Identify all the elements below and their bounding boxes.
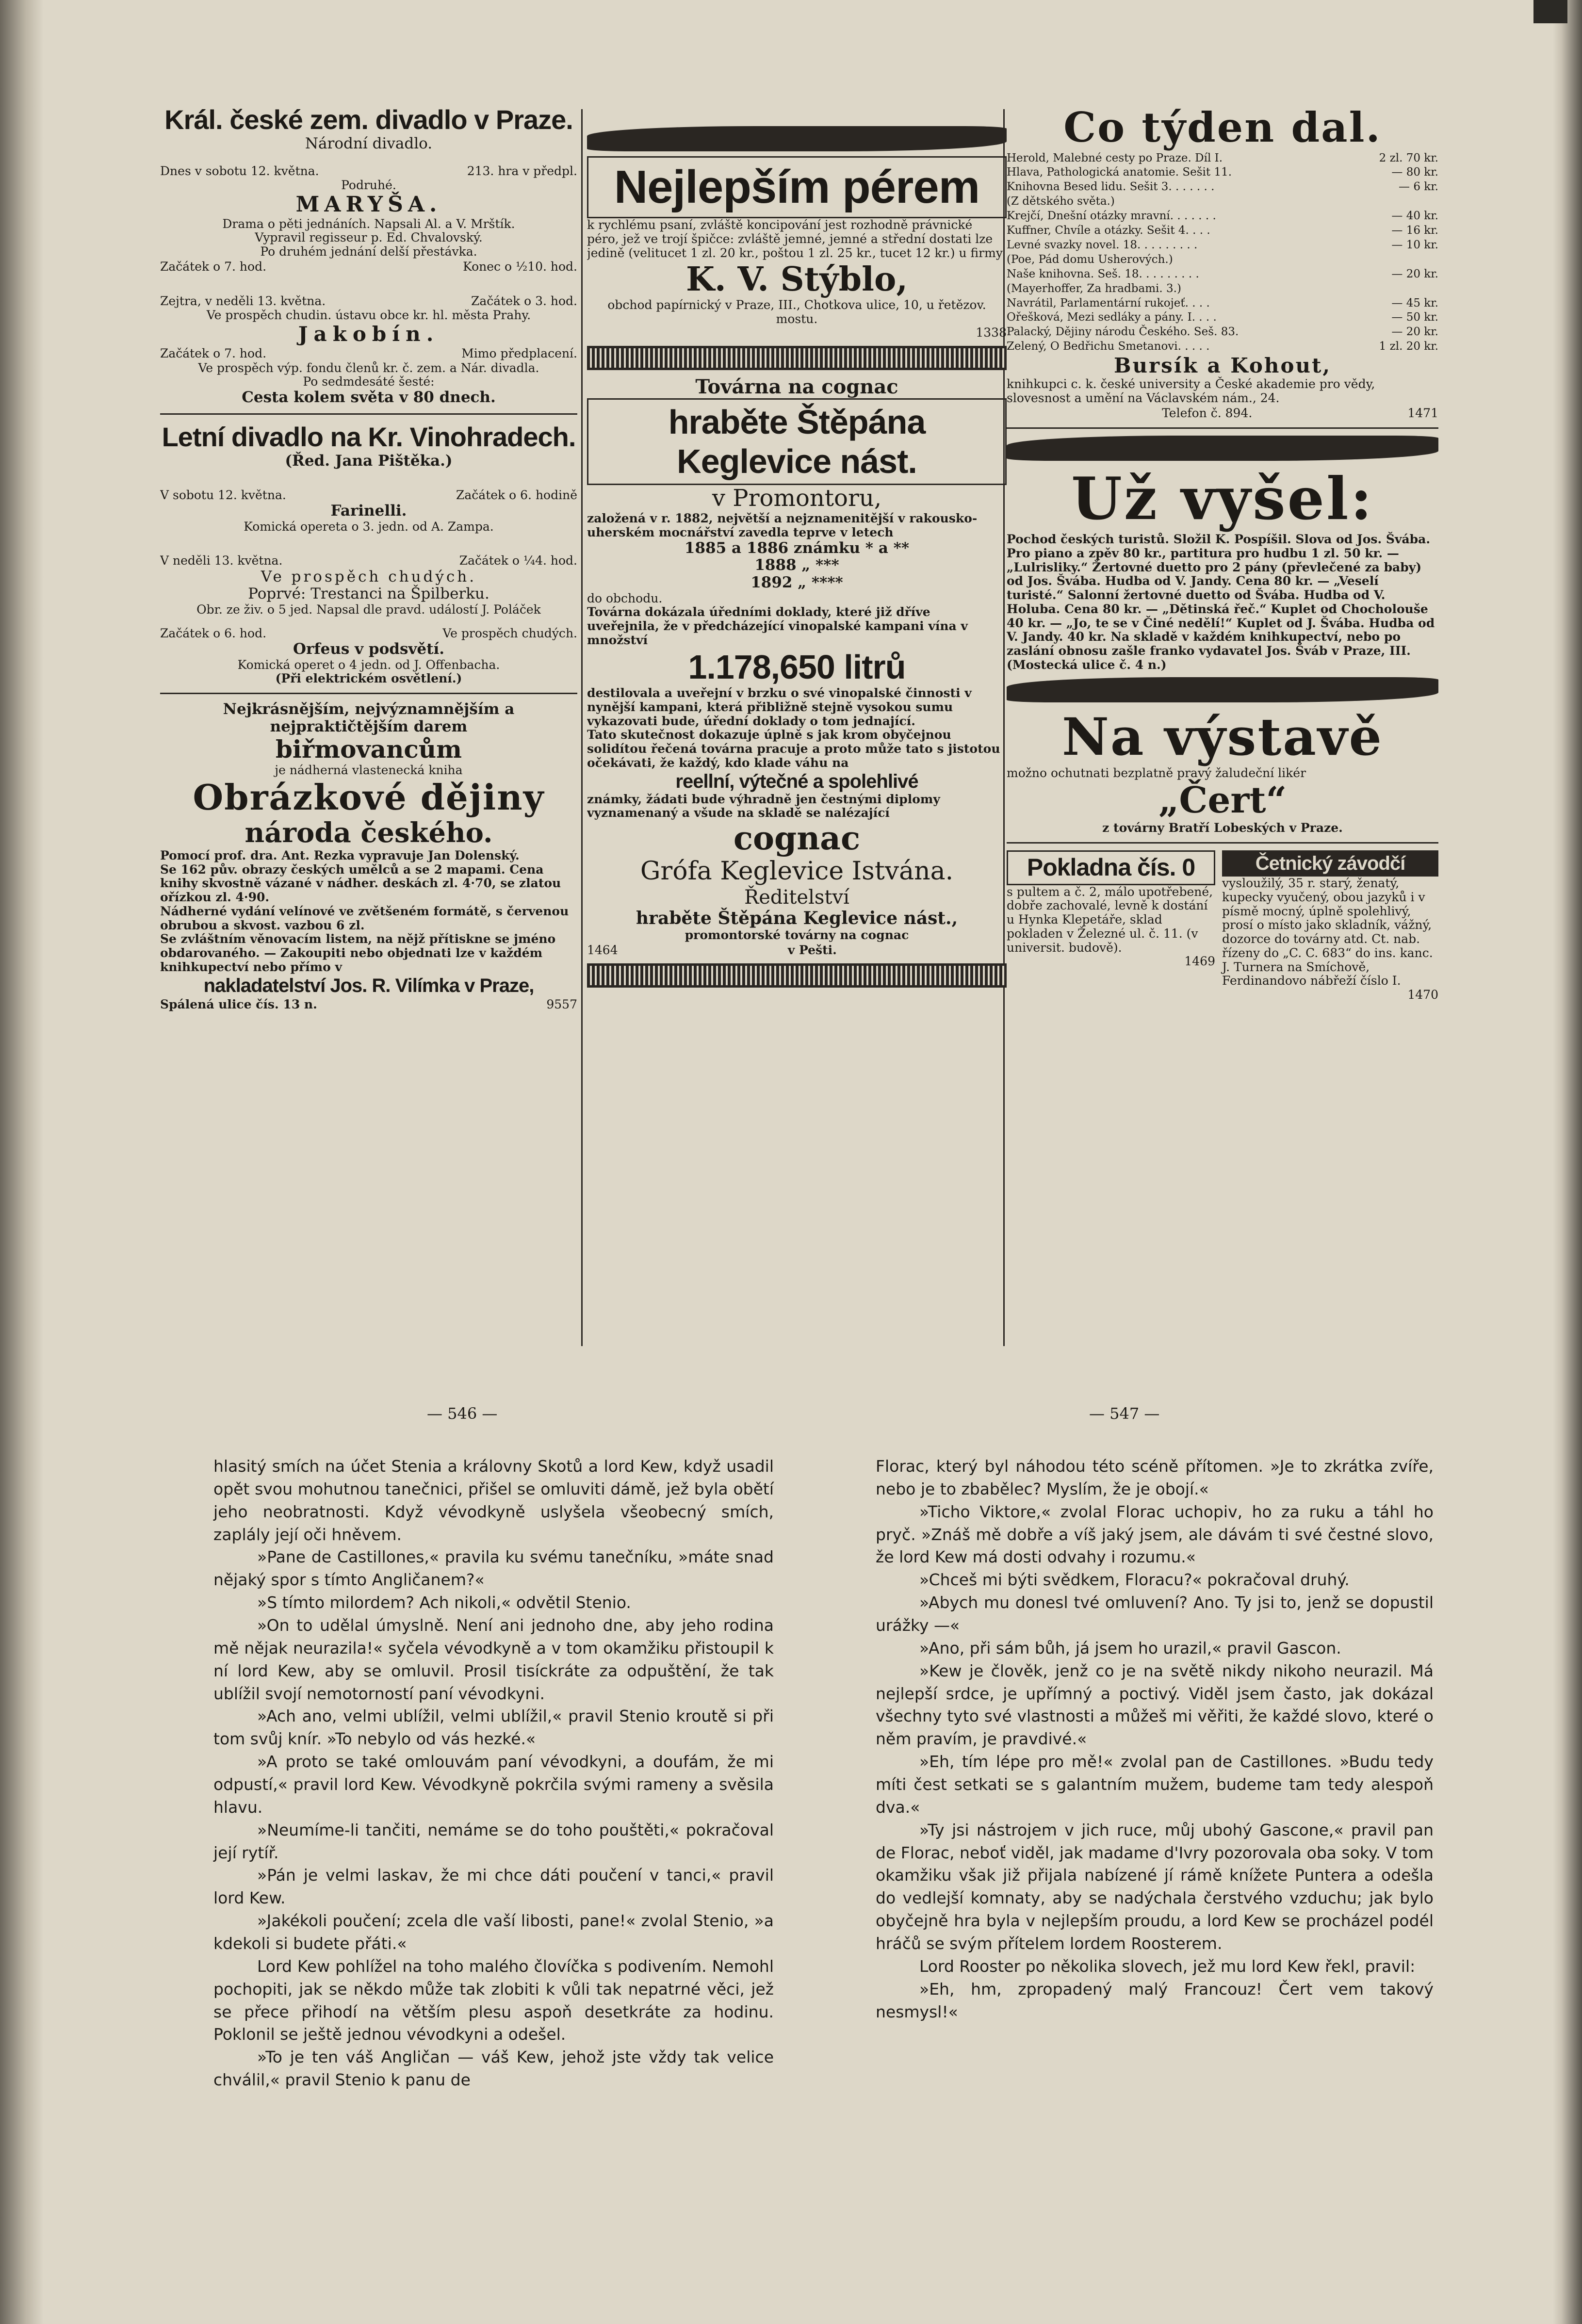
start-time: Začátek o 6. hodině	[456, 488, 577, 502]
paragraph: »Ach ano, velmi ublížil, velmi ublížil,« pravil Stenio kroutě si při tom svůj knír. »To nebylo od vás hezké.«	[213, 1706, 774, 1749]
ad-text: známky, žádati bude výhradně jen čestnými diplomy vyznamenaný a všude na skladě se nalézající	[587, 792, 940, 820]
paragraph: »Jakékoli poučení; zcela dle vaší libosti, pane!« zvolal Stenio, »a kdekoli si budete přáti.«	[213, 1911, 774, 1953]
ad-product: cognac	[733, 819, 861, 858]
date: V sobotu 12. května.	[160, 488, 286, 502]
theatre-title: Král. české zem. divadlo v Praze.	[164, 104, 573, 135]
paragraph: »Kew je člověk, jenž co je na světě nikdy nikoho neurazil. Má nejlepší srdce, je upřímný a poctivý. Viděl jsem často, jak dokázal všechny tyto své vlastnosti a můžeš mi věřiti, že každé slovo, které o něm pravím, je pravdivé.«	[876, 1661, 1434, 1749]
play-title: Farinelli.	[330, 502, 407, 520]
ad-year: 1888 „ ***	[754, 556, 839, 574]
books-column	[1007, 104, 1438, 1356]
note: Mimo předplacení.	[461, 346, 577, 361]
ad-text: Tato skutečnost dokazuje úplně s jak krom obyčejnou solidítou řečená továrna pracuje a proto může tato s jistotou očekávati, že každý, kdo klade váhu na	[587, 728, 1000, 770]
play-desc: Komická opereta o 3. jedn. od A. Zampa.	[244, 519, 494, 534]
ad-text: z továrny Bratří Lobeských v Praze.	[1102, 821, 1343, 835]
paragraph: »Ty jsi nástrojem v jich ruce, můj ubohý Gascone,« pravil pan de Florac, neboť viděl, jak madame d'Ivry pozorovala oba soky. V tom okamžiku však již přijala nabízené jí rámě knížete Puntera a odešla do vedlejší komnaty, aby se nadýchala čerstvého vzduchu; jak bylo obyčejně hra byla v nejlepším proudu, a lord Kew se procházel podél hráčů se svým přítelem lordem Roosterem.	[876, 1820, 1434, 1953]
ad-brand: Grófa Keglevice Istvána.	[640, 857, 954, 886]
bookseller-name: Bursík a Kohout,	[1113, 354, 1332, 378]
book-name: Hlava, Pathologická anatomie. Sešit 11.	[1007, 166, 1232, 179]
start-time: Začátek o 7. hod.	[160, 346, 267, 361]
page-binding-edge	[0, 0, 44, 2324]
paragraph: »Chceš mi býti svědkem, Floracu?« pokračoval druhý.	[919, 1570, 1350, 1590]
play-reg: Vypravil regisseur p. Ed. Chvalovský.	[255, 230, 483, 245]
date: Zejtra, v neděli 13. května.	[160, 294, 326, 309]
summer-theatre-sub: (Řed. Jana Pištěka.)	[285, 452, 453, 470]
podruhe: Podruhé.	[341, 178, 396, 193]
play-desc: Drama o pěti jednáních. Napsali Al. a V. Mrštík.	[222, 216, 515, 231]
book-price: — 50 kr.	[1391, 311, 1438, 324]
start-time: Začátek o 7. hod.	[160, 259, 267, 274]
play-desc: Obr. ze živ. o 5 jed. Napsal dle pravd. událostí J. Poláček	[196, 602, 541, 617]
ad-text: vysloužilý, 35 r. starý, ženatý, kupecky vyučený, obou jazyků i v písmě mocný, úplně spolehlivý, prosí o místo jako skladník, vážný, dozorce do továrny atd. Ct. nab. řízeny do „C. C. 683“ do ins. kanc. J. Turnera na Smíchově, Ferdinandovo nábřeží číslo I.	[1222, 876, 1433, 988]
ad-address: Spálená ulice čís. 13 n.	[160, 997, 317, 1011]
exhibition-title: Na výstavě	[1061, 706, 1383, 767]
ad-place: v Promontoru,	[712, 485, 882, 512]
benefit: Ve prospěch chudých.	[442, 626, 577, 640]
ink-brush-decoration	[587, 126, 1007, 151]
book-name: Naše knihovna. Seš. 18. . . . . . . . .	[1007, 267, 1199, 280]
paragraph: »Pán je velmi laskav, že mi chce dáti poučení v tanci,« pravil lord Kew.	[213, 1866, 774, 1908]
paragraph: hlasitý smích na účet Stenia a královny Skotů a lord Kew, když usadil opět svou mohutnou tanečnici, přišel se omluviti dámě, jež byla obětí jeho neobratnosti. Když vévodkyně uslyšela všeobecný smích, zaplály její oči hněvem.	[213, 1457, 774, 1544]
book-price	[1366, 282, 1438, 296]
book-price: 1 zl. 20 kr.	[1379, 340, 1438, 353]
ad-text: Se 162 pův. obrazy českých umělců a se 2 mapami. Cena knihy skvostně vázané v nádher. deskách zl. 4·70, se zlatou ořízkou zl. 4·90.	[160, 862, 561, 905]
ink-brush-decoration	[1007, 677, 1438, 702]
ink-brush-decoration	[1007, 436, 1438, 461]
paragraph: »To je ten váš Angličan — váš Kew, jehož jste vždy tak velice chválil,« pravil Stenio k panu de	[213, 2048, 774, 2090]
ad-text: destilovala a uveřejní v brzku o své vinopalské činnosti v nynější kampani, která přibližně stejně vysokou sumu vykazovati bude, úřední doklady o tom jednající.	[587, 686, 972, 728]
note: (Při elektrickém osvětlení.)	[275, 671, 462, 686]
play-title: Jakobín.	[298, 322, 440, 346]
play-desc: Komická operet o 4 jedn. od J. Offenbacha.	[237, 657, 500, 672]
story-text-right	[876, 1455, 1434, 2023]
ad-text: možno ochutnati bezplatně pravý žaludeční likér	[1007, 765, 1306, 780]
ad-publisher: nakladatelství Jos. R. Vilímka v Praze,	[203, 975, 534, 996]
page-right-edge	[1553, 0, 1582, 2324]
ad-book-subtitle: národa českého.	[245, 817, 493, 849]
ad-heading: Továrna na cognac	[695, 375, 898, 399]
theatre-subtitle: Národní divadlo.	[305, 135, 433, 153]
benefit: Ve prospěch výp. fondu členů kr. č. zem. a Nár. divadla.	[198, 360, 539, 375]
ad-text: založená v r. 1882, největší a nejznamenitější v rakousko-uherském mocnářství zavedla teprve v letech	[587, 511, 978, 540]
column-divider	[581, 109, 583, 1346]
paragraph: »Ticho Viktore,« zvolal Florac uchopiv, ho za ruku a táhl ho pryč. »Znáš mě dobře a víš jaký jsem, ale dávám ti své čestné slovo, že lord Kew má dosti odvahy i rozumu.«	[876, 1502, 1434, 1567]
book-name: Zelený, O Bedřichu Smetanovi. . . . .	[1007, 340, 1210, 353]
ad-title: hraběte Štěpána Keglevice nást.	[587, 398, 1007, 485]
bookseller-desc: knihkupci c. k. české university a České akademie pro vědy, slovesnost a umění na Václavském nám., 24.	[1007, 377, 1375, 406]
ad-text: k rychlému psaní, zvláště koncipování jest rozhodně právnické péro, jež ve trojí špičce: zvláště jemné, jemné a střední dostati lze jedině (velitucet 1 zl. 20 kr., poštou 1 zl. 25 kr., tucet 12 kr.) u firmy	[587, 218, 1003, 260]
ad-text: Se zvláštním věnovacím listem, na nějž přítiskne se jméno obdarovaného. — Zakoupiti nebo objednati lze v každém knihkupectví nebo přímo v	[160, 932, 556, 974]
book-name: Ořešková, Mezi sedláky a pány. I. . . .	[1007, 311, 1217, 324]
ad-number: 9557	[546, 997, 577, 1011]
book-name: Herold, Malebné cesty po Praze. Díl I.	[1007, 151, 1223, 164]
ornamental-border	[587, 346, 1007, 370]
book-name: Levné svazky novel. 18. . . . . . . . .	[1007, 238, 1198, 251]
ad-headline: Nejkrásnějším, nejvýznamnějším a nejpraktičtějším darem	[223, 700, 515, 735]
page-number-right: — 547 —	[1089, 1404, 1160, 1423]
book-price: — 20 kr.	[1391, 267, 1438, 280]
book-price: — 20 kr.	[1391, 325, 1438, 339]
ad-author: Pomocí prof. dra. Ant. Rezka vypravuje Jan Dolenský.	[160, 848, 520, 862]
ad-text: Ředitelství	[744, 886, 849, 909]
book-price: 2 zl. 70 kr.	[1379, 151, 1438, 164]
paragraph: »S tímto milordem? Ach nikoli,« odvětil Stenio.	[257, 1593, 631, 1612]
advert-column	[587, 121, 1007, 1344]
theatre-column	[160, 104, 577, 1361]
summer-theatre-title: Letní divadlo na Kr. Vinohradech.	[162, 421, 576, 452]
ad-amount: 1.178,650 litrů	[688, 648, 906, 686]
liqueur-name: „Čert“	[1158, 780, 1287, 822]
paragraph: »On to udělal úmyslně. Není ani jednoho dne, aby jeho rodina mě nějak neurazila!« syčela vévodkyně a v tom okamžiku přistoupil k ní lord Kew, aby se omluvil. Prosil tisíckráte za odpuštění, že tak ublížil svojí nemotorností paní vévodkyni.	[213, 1616, 774, 1703]
paragraph: »Eh, hm, zpropadený malý Francouz! Čert vem takový nesmysl!«	[876, 1979, 1434, 2021]
note: Po sedmdesáté šesté:	[303, 374, 435, 389]
ad-text: do obchodu.	[587, 591, 663, 605]
ad-number: 1471	[1407, 406, 1438, 420]
benefit: Ve prospěch chudých.	[261, 568, 477, 585]
paragraph: »Ano, při sám bůh, já jsem ho urazil,« pravil Gascon.	[919, 1638, 1341, 1658]
book-name: (Mayerhoffer, Za hradbami. 3.)	[1007, 282, 1181, 295]
paragraph: »Neumíme-li tančiti, nemáme se do toho pouštěti,« pokračoval její rytíř.	[213, 1820, 774, 1862]
paragraph: »Abych mu donesl tvé omluvení? Ano. Ty jsi to, jenž se dopustil urážky —«	[876, 1593, 1434, 1635]
book-name: Palacký, Dějiny národu Českého. Seš. 83.	[1007, 325, 1239, 339]
ad-text: je nádherná vlastenecká kniha	[275, 763, 463, 777]
ad-birmovancum: biřmovancům	[275, 735, 462, 764]
book-price: — 10 kr.	[1391, 238, 1438, 251]
gendarme-ad-title: Četnický závodčí	[1222, 850, 1438, 877]
paragraph: »A proto se také omlouvám paní vévodkyni, a doufám, že mi odpustí,« pravil lord Kew. Vévodkyně pokrčila svými rameny a svěsila hlavu.	[213, 1752, 774, 1817]
ad-number: 1470	[1407, 988, 1438, 1002]
telephone: Telefon č. 894.	[1162, 406, 1253, 420]
end-time: Konec o ½10. hod.	[463, 259, 577, 274]
book-name: Krejčí, Dnešní otázky mravní. . . . . . .	[1007, 210, 1216, 223]
play-break: Po druhém jednání delší přestávka.	[260, 244, 477, 259]
ad-text: obchod papírnický v Praze, III., Chotkova ulice, 10, u řetězov. mostu.	[607, 297, 986, 326]
book-name: Kuffner, Chvíle a otázky. Sešit 4. . . .	[1007, 224, 1210, 237]
ad-number: 1464	[587, 943, 618, 958]
paragraph: »Eh, tím lépe pro mě!« zvolal pan de Castillones. »Budu tedy míti čest setkati se s galantním mužem, budeme tam tedy alespoň dva.«	[876, 1752, 1434, 1817]
book-price	[1366, 253, 1438, 267]
ad-year: 1892 „ ****	[750, 574, 843, 592]
book-name: Knihovna Besed lidu. Sešit 3. . . . . . .	[1007, 180, 1215, 194]
paragraph: »Pane de Castillones,« pravila ku svému tanečníku, »máte snad nějaký spor s tímto Angličanem?«	[213, 1547, 774, 1590]
paragraph: Lord Kew pohlížel na toho malého človíčka s podivením. Nemohl pochopiti, jak se někdo může tak zlobiti k vůli tak nepatrné věci, jež se přece přihodí na větším plesu aspoň desetkráte za hodinu. Poklonil se ještě jednou vévodkyni a odešel.	[213, 1956, 774, 2044]
ad-text: Nádherné vydání velínové ve zvětšeném formátě, s červenou obrubou a skvost. vazbou 6 zl.	[160, 904, 569, 932]
play-title: MARYŠA.	[295, 192, 442, 217]
page-number-left: — 546 —	[427, 1404, 498, 1423]
book-price: — 80 kr.	[1391, 166, 1438, 179]
play-title: Poprvé: Trestanci na Špilberku.	[248, 585, 489, 603]
ornamental-border	[587, 963, 1007, 988]
date: V neděli 13. května.	[160, 553, 283, 568]
book-price	[1366, 195, 1438, 209]
start-time: Začátek o ¼4. hod.	[459, 553, 577, 568]
benefit: Ve prospěch chudin. ústavu obce kr. hl. města Prahy.	[206, 308, 531, 323]
paragraph: Lord Rooster po několika slovech, jež mu lord Kew řekl, pravil:	[919, 1956, 1416, 1976]
ad-text: promontorské továrny na cognac	[685, 928, 909, 943]
ad-text: v Pešti.	[787, 943, 837, 958]
book-name: Navrátil, Parlamentární rukojeť. . . .	[1007, 296, 1210, 309]
ad-text: hraběte Štěpána Keglevice nást.,	[636, 908, 958, 928]
ad-text: Továrna dokázala úředními doklady, které již dříve uveřejnila, že v předcházející vinopalské kampani vína v množství	[587, 605, 968, 647]
weekly-books-title: Co týden dal.	[1063, 104, 1382, 151]
book-price: — 16 kr.	[1391, 224, 1438, 237]
ad-book-title: Obrázkové dějiny	[193, 776, 545, 818]
play-title: Cesta kolem světa v 80 dnech.	[242, 389, 496, 406]
ad-title: Nejlepším pérem	[587, 156, 1007, 218]
ad-highlight: reellní, výtečné a spolehlivé	[675, 770, 918, 792]
just-published-title: Už vyšel:	[1071, 465, 1374, 534]
play-title: Orfeus v podsvětí.	[293, 640, 445, 658]
ad-year: 1885 a 1886 známku * a **	[684, 539, 910, 557]
date: Dnes v sobotu 12. května.	[160, 164, 319, 179]
book-price: — 40 kr.	[1391, 210, 1438, 223]
book-name: (Poe, Pád domu Usherových.)	[1007, 253, 1173, 266]
story-text-left	[213, 1455, 774, 2092]
book-price: — 6 kr.	[1399, 180, 1438, 194]
start-time: Začátek o 6. hod.	[160, 626, 267, 640]
book-name: (Z dětského světa.)	[1007, 195, 1115, 208]
safe-ad-title: Pokladna čís. 0	[1007, 850, 1215, 885]
start-time: Začátek o 3. hod.	[471, 294, 577, 309]
book-price: — 45 kr.	[1391, 296, 1438, 309]
ad-firm: K. V. Stýblo,	[685, 260, 908, 299]
ad-number: 1469	[1184, 954, 1215, 969]
ad-text: Pochod českých turistů. Složil K. Pospíšil. Slova od Jos. Švába. Pro piano a zpěv 80 kr., partitura pro hudbu 1 zl. 50 kr. — „Lulrisliky.“ Žertovné duetto pro 2 pány (převlečené za baby) od Jos. Švába. Hudba od V. Jandy. Cena 80 kr. — „Veselí turisté.“ Salonní žertovné duetto od Švába. Hudba od V. Holuba. Cena 80 kr. — „Dětinská řeč.“ Kuplet od Chocholouše 40 kr. — „Jo, te se v Činé nedělí!“ Kuplet od J. Švába. Hudba od V. Jandy. 40 kr. Na skladě v každém knihkupectví, nebo po zaslání obnosu zašle franko vydavatel Jos. Šváb v Praze, III. (Mostecká ulice č. 4 n.)	[1007, 532, 1435, 672]
perf: 213. hra v předpl.	[467, 164, 577, 179]
ad-text: s pultem a č. 2, málo upotřebené, dobře zachovalé, levně k dostání u Hynka Klepetáře, sklad pokladen v Železné ul. č. 11. (v universit. budově).	[1007, 884, 1213, 955]
ad-number: 1338	[976, 325, 1007, 340]
paragraph: Florac, který byl náhodou této scéně přítomen. »Je to zkrátka zvíře, nebo je to zbabělec? Myslím, že je obojí.«	[876, 1457, 1434, 1498]
page-corner-tab	[1533, 0, 1567, 23]
